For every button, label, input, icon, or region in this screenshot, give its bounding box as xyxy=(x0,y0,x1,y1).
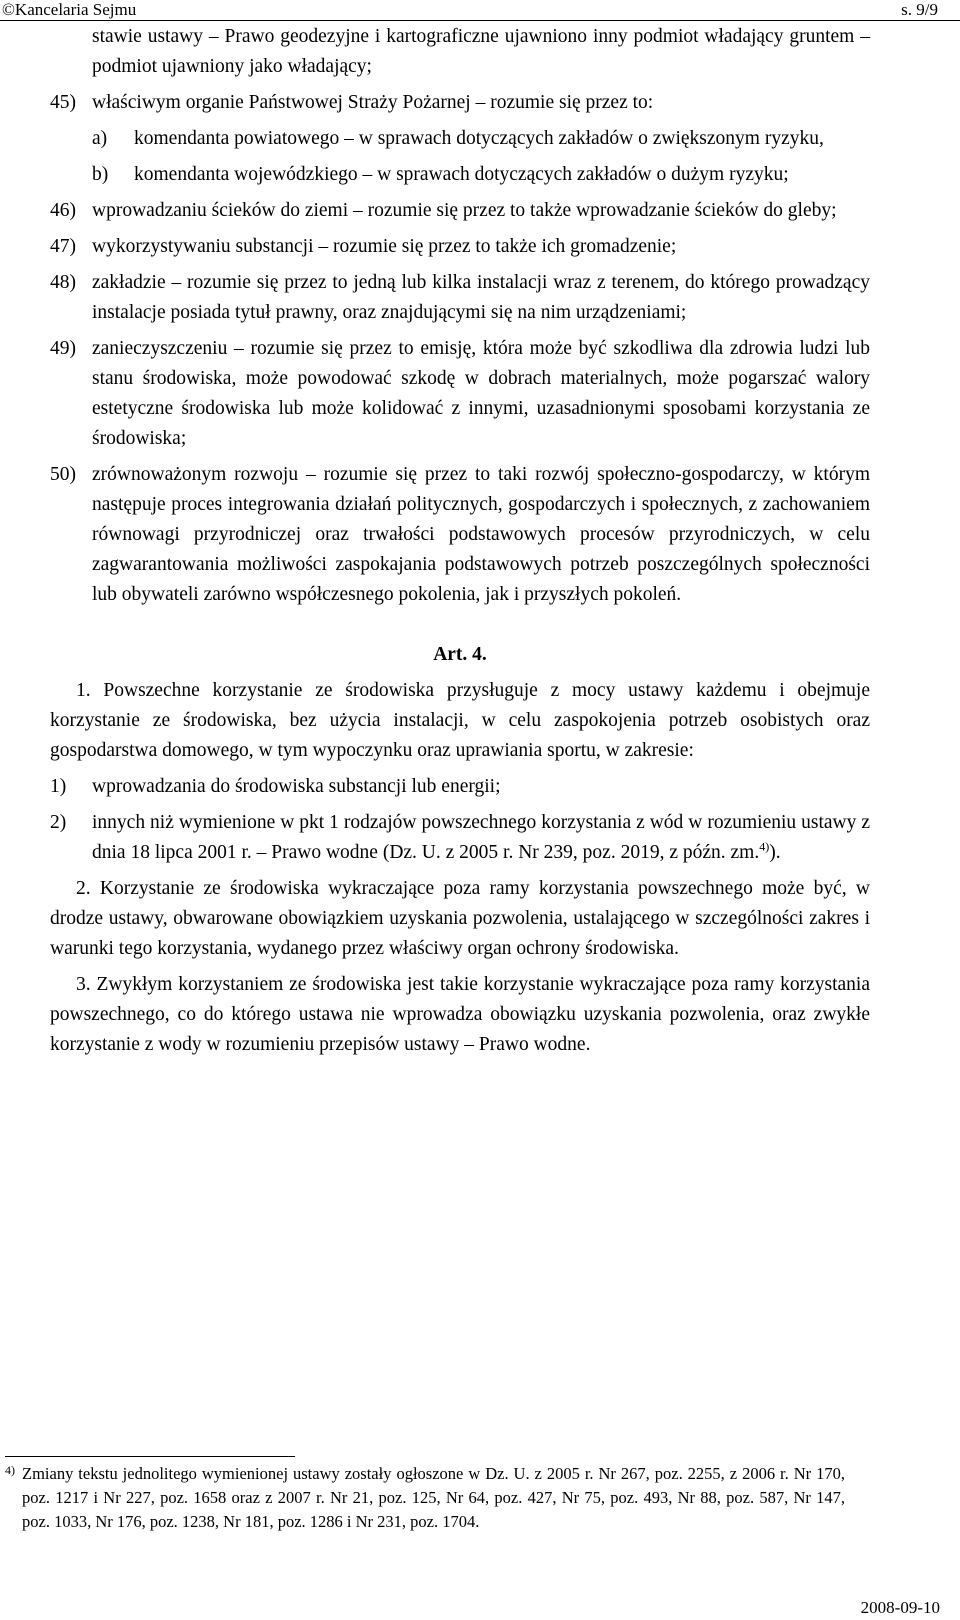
continued-item-text: stawie ustawy – Prawo geodezyjne i kartograficzne ujawniono inny podmiot władający gruntem – podmiot ujawniony jako władający; xyxy=(92,26,870,77)
item-text: wykorzystywaniu substancji – rozumie się przez to także ich gromadzenie; xyxy=(92,236,677,257)
paragraph-number: 2. xyxy=(76,878,91,899)
subitem-letter: b) xyxy=(92,164,109,185)
item-text: zrównoważonym rozwoju – rozumie się przez to taki rozwój społeczno-gospodarczy, w którym następuje proces integrowania działań politycznych, gospodarczych i społecznych, z zachowaniem równowagi przyrodniczej oraz trwałości podstawowych procesów przyrodniczych, w celu zagwarantowania możliwości zaspokajania podstawowych potrzeb poszczególnych społeczności lub obywateli zarówno współczesnego pokolenia, jak i przyszłych pokoleń. xyxy=(92,464,870,605)
footnote xyxy=(5,1462,845,1534)
item-number: 45) xyxy=(50,92,76,113)
item-number: 46) xyxy=(50,200,76,221)
item-number: 48) xyxy=(50,272,76,293)
item-text: zakładzie – rozumie się przez to jedną lub kilka instalacji wraz z terenem, do którego prowadzący instalacje posiada tytuł prawny, oraz znajdującymi się na nim urządzeniami; xyxy=(92,272,870,323)
article-point-2 xyxy=(50,808,870,868)
item-text: właściwym organie Państwowej Straży Pożarnej – rozumie się przez to: xyxy=(92,92,654,113)
subitem-text: komendanta wojewódzkiego – w sprawach dotyczących zakładów o dużym ryzyku; xyxy=(134,164,789,185)
list-item-49 xyxy=(50,334,870,454)
footnote-reference[interactable]: 4) xyxy=(759,839,770,854)
footer-date: 2008-09-10 xyxy=(860,1598,940,1617)
header-rule xyxy=(0,20,960,21)
list-item-48 xyxy=(50,268,870,328)
point-text: innych niż wymienione w pkt 1 rodzajów powszechnego korzystania z wód w rozumieniu ustawy z dnia 18 lipca 2001 r. – Prawo wodne (Dz. U. z 2005 r. Nr 239, poz. 2019, z późn. zm. xyxy=(92,812,870,863)
paragraph-number: 3. xyxy=(76,974,91,995)
item-text: zanieczyszczeniu – rozumie się przez to emisję, która może być szkodliwa dla zdrowia ludzi lub stanu środowiska, może powodować szkodę w dobrach materialnych, może pogarszać walory estetyczne środowiska lub może kolidować z innymi, uzasadnionymi sposobami korzystania ze środowiska; xyxy=(92,338,870,449)
subitem-letter: a) xyxy=(92,128,108,149)
item-number: 49) xyxy=(50,338,76,359)
paragraph-text: Powszechne korzystanie ze środowiska przysługuje z mocy ustawy każdemu i obejmuje korzystanie ze środowiska, bez użycia instalacji, w celu zaspokojenia potrzeb osobistych oraz gospodarstwa domowego, w tym wypoczynku oraz uprawiania sportu, w zakresie: xyxy=(50,680,871,761)
article-title: Art. 4. xyxy=(433,644,487,665)
point-text: wprowadzania do środowiska substancji lub energii; xyxy=(92,776,501,797)
subitem-text: komendanta powiatowego – w sprawach dotyczących zakładów o zwiększonym ryzyku, xyxy=(134,128,824,149)
point-number: 2) xyxy=(50,812,67,833)
list-item-47 xyxy=(50,232,870,262)
subitem-b xyxy=(50,160,870,190)
article-point-1 xyxy=(50,772,870,802)
item-number: 50) xyxy=(50,464,76,485)
item-text: wprowadzaniu ścieków do ziemi – rozumie się przez to także wprowadzanie ścieków do gleby; xyxy=(92,200,837,221)
article-paragraph-3 xyxy=(50,970,870,1060)
point-text-tail: ). xyxy=(769,842,781,863)
paragraph-number: 1. xyxy=(76,680,91,701)
header-source: ©Kancelaria Sejmu xyxy=(2,0,137,19)
document-body xyxy=(50,22,870,1066)
footnote-mark: 4) xyxy=(5,1463,15,1477)
point-number: 1) xyxy=(50,776,67,797)
footnote-text: Zmiany tekstu jednolitego wymienionej ustawy zostały ogłoszone w Dz. U. z 2005 r. Nr 267, poz. 2255, z 2006 r. Nr 170, poz. 1217 i Nr 227, poz. 1658 oraz z 2007 r. Nr 21, poz. 125, Nr 64, poz. 427, Nr 75, poz. 493, Nr 88, poz. 587, Nr 147, poz. 1033, Nr 176, poz. 1238, Nr 181, poz. 1286 i Nr 231, poz. 1704. xyxy=(22,1464,845,1531)
list-item-45 xyxy=(50,88,870,118)
article-paragraph-1 xyxy=(50,676,870,766)
article-paragraph-2 xyxy=(50,874,870,964)
list-item-46 xyxy=(50,196,870,226)
header-page-number: s. 9/9 xyxy=(901,0,938,19)
footnote-separator xyxy=(5,1456,295,1457)
item-number: 47) xyxy=(50,236,76,257)
paragraph-text: Korzystanie ze środowiska wykraczające poza ramy korzystania powszechnego może być, w drodze ustawy, obwarowane obowiązkiem uzyskania pozwolenia, ustalającego w szczególności zakres i warunki tego korzystania, wydanego przez właściwy organ ochrony środowiska. xyxy=(50,878,870,959)
subitem-a xyxy=(50,124,870,154)
paragraph-text: Zwykłym korzystaniem ze środowiska jest takie korzystanie wykraczające poza ramy korzystania powszechnego, co do którego ustawa nie wprowadza obowiązku uzyskania pozwolenia, oraz zwykłe korzystanie z wody w rozumieniu przepisów ustawy – Prawo wodne. xyxy=(50,974,871,1055)
list-item-50 xyxy=(50,460,870,610)
